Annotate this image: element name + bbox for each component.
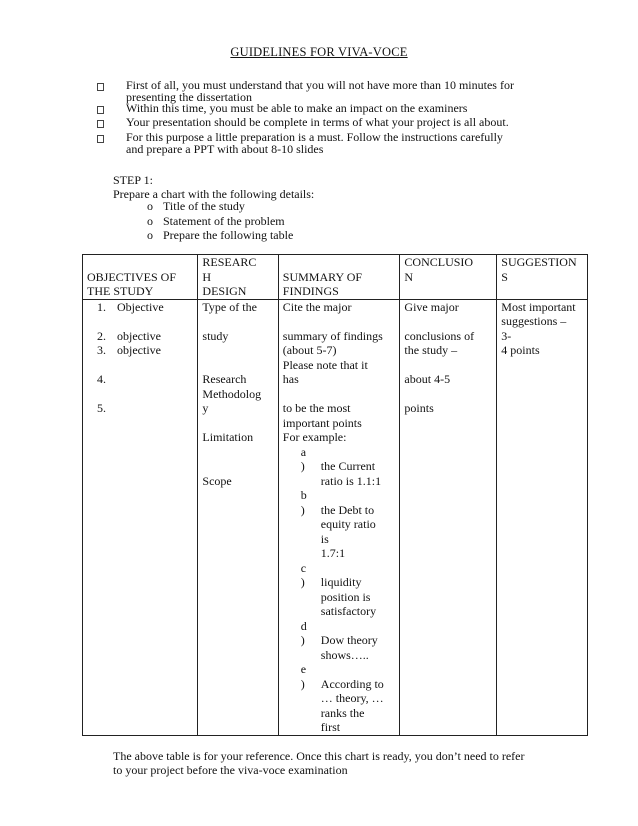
list-item: 5.	[97, 401, 106, 415]
bullet-text: Your presentation should be complete in terms of what your project is all about.	[126, 114, 509, 129]
bullet-text: and prepare a PPT with about 8-10 slides	[126, 141, 324, 156]
list-item: 4.	[97, 372, 106, 386]
example-item: e	[300, 662, 307, 676]
footer-line: The above table is for your reference. Once this chart is ready, you don’t need to refer	[113, 749, 525, 763]
bullet-item	[96, 114, 556, 129]
example-item: c	[300, 560, 307, 575]
sublist-text: Title of the study	[163, 199, 245, 213]
step-heading: STEP 1:	[113, 173, 153, 187]
example-item: ) the Current ratio is 1.1:1	[300, 459, 382, 488]
checkbox-bullet-icon	[97, 83, 104, 91]
suggestions-cell: Most important suggestions – 3- 4 points	[497, 299, 588, 735]
example-item: a	[300, 444, 307, 459]
bullet-item	[96, 132, 556, 155]
step-section	[113, 173, 314, 201]
research-design-cell: Type of the study Research Methodolog y Limitation Scope	[198, 299, 278, 735]
footer-note	[113, 749, 573, 777]
example-item: b	[300, 488, 307, 502]
list-marker: o	[147, 213, 153, 228]
table-header-row	[83, 255, 588, 300]
example-item: ) According to … theory, … ranks the first	[300, 676, 384, 734]
header-conclusion: CONCLUSIO N	[400, 255, 497, 300]
reference-table	[82, 254, 588, 736]
bullet-text: presenting the dissertation	[126, 89, 252, 104]
table-row	[83, 299, 588, 735]
example-item: d	[300, 618, 307, 633]
sublist-text: Statement of the problem	[163, 213, 285, 228]
example-item: ) liquidity position is satisfactory	[300, 575, 377, 618]
list-marker: o	[147, 199, 153, 213]
objectives-cell	[83, 299, 198, 735]
list-marker: o	[147, 228, 153, 242]
sublist-item	[147, 228, 293, 243]
sublist-item	[147, 214, 293, 229]
conclusion-cell: Give major conclusions of the study – about 4-5 points	[400, 299, 497, 735]
page-title: GUIDELINES FOR VIVA-VOCE	[230, 45, 408, 59]
header-objectives: OBJECTIVES OF THE STUDY	[83, 255, 198, 300]
bullet-text: First of all, you must understand that you will not have more than 10 minutes for	[126, 78, 514, 92]
sublist-text: Prepare the following table	[163, 228, 294, 242]
header-research-design: RESEARC H DESIGN	[198, 255, 278, 300]
bullet-text: For this purpose a little preparation is a must. Follow the instructions carefully	[126, 130, 503, 144]
checkbox-bullet-icon	[97, 120, 104, 128]
header-summary: SUMMARY OF FINDINGS	[278, 255, 400, 300]
footer-line: to your project before the viva-voce examination	[113, 762, 348, 777]
summary-cell: Cite the major summary of findings (about 5-7) Please note that it has to be the most important points For example: a ) the Current ratio is 1.1:1 b ) the Debt to equity ratio is 1.7:1 c ) liquidity position is satisfactory d ) Dow theory shows….. e ) According to … theory, … ranks the first	[278, 299, 400, 735]
header-suggestions: SUGGESTION S	[497, 255, 588, 300]
step-intro: Prepare a chart with the following details:	[113, 186, 315, 201]
step-sublist	[147, 199, 293, 243]
list-item: 1. Objective	[97, 299, 164, 314]
example-item: ) Dow theory shows…..	[300, 633, 378, 662]
example-item: ) the Debt to equity ratio is 1.7:1	[300, 502, 376, 560]
sublist-item	[147, 199, 293, 214]
list-item: 2. objective	[97, 328, 161, 343]
list-item: 3. objective	[97, 343, 161, 357]
bullet-text: Within this time, you must be able to make an impact on the examiners	[126, 101, 468, 115]
checkbox-bullet-icon	[97, 135, 104, 143]
bullet-item	[96, 80, 556, 103]
checkbox-bullet-icon	[97, 106, 104, 114]
bullet-item	[96, 103, 556, 115]
guideline-bullet-list	[96, 80, 556, 155]
